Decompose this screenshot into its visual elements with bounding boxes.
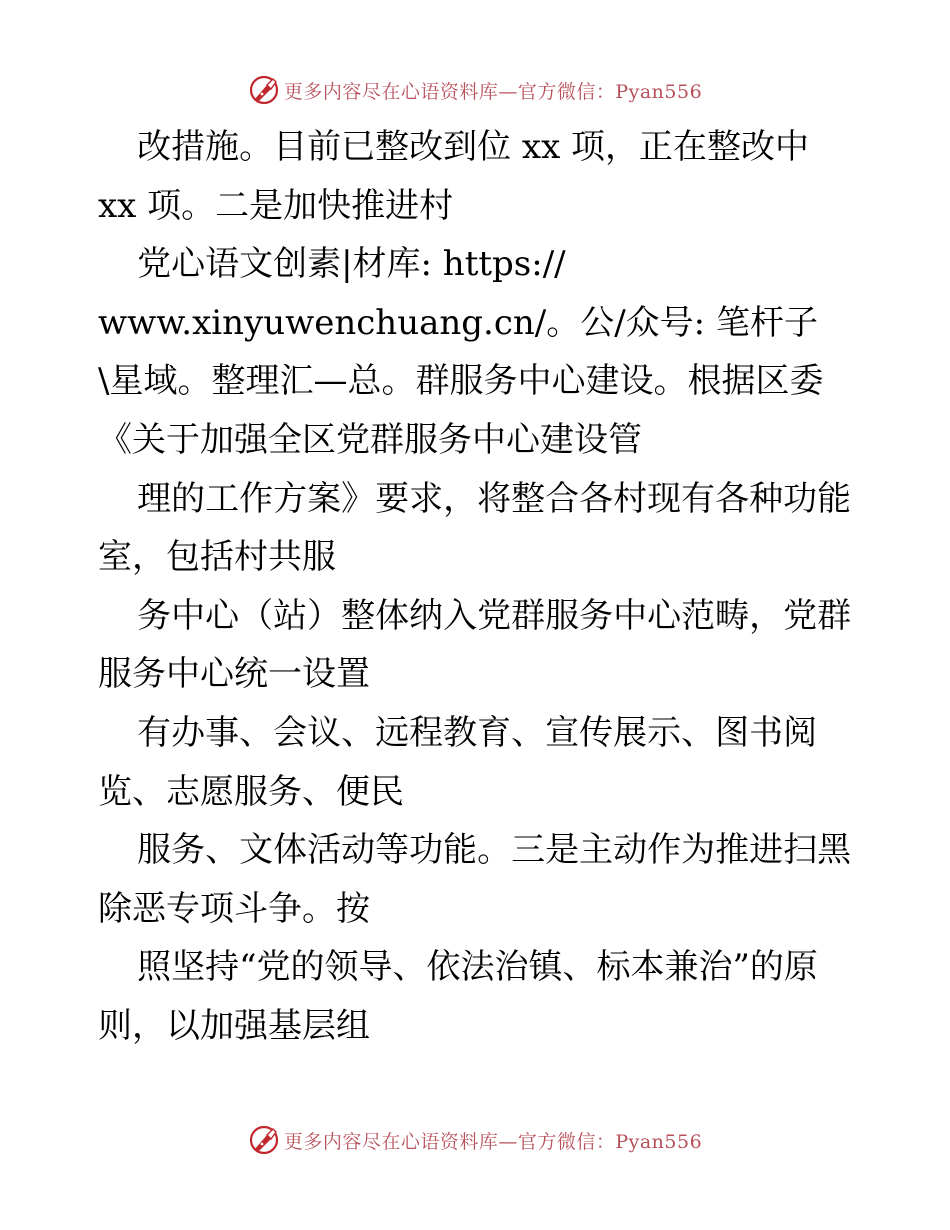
paragraph: 服务、文体活动等功能。三是主动作为推进扫黑除恶专项斗争。按 <box>98 830 852 929</box>
document-body <box>98 118 858 1056</box>
paragraph: 务中心（站）整体纳入党群服务中心范畴，党群服务中心统一设置 <box>98 595 852 695</box>
pen-nib-circle-icon <box>248 1124 280 1156</box>
footer-banner-text: 更多内容尽在心语资料库—官方微信：Pyan556 <box>283 1130 703 1153</box>
paragraph: 理的工作方案》要求，将整合各村现有各种功能室，包括村共服 <box>98 478 852 578</box>
paragraph: 有办事、会议、远程教育、宣传展示、图书阅览、志愿服务、便民 <box>98 712 818 812</box>
paragraph: 党心语文创素|材库: https:// www.xinyuwenchuang.cn/。公/众号: 笔杆子\星域。整理汇—总。群服务中心建设。根据区委《关于加强全区党群服务中心建设管 <box>98 244 824 460</box>
footer-banner <box>0 1120 950 1160</box>
header-banner <box>0 70 950 110</box>
paragraph: 改措施。目前已整改到位 xx 项，正在整改中 xx 项。二是加快推进村 <box>98 127 810 226</box>
header-banner-text: 更多内容尽在心语资料库—官方微信：Pyan556 <box>283 80 703 103</box>
paragraph: 照坚持“党的领导、依法治镇、标本兼治”的原则，以加强基层组 <box>98 947 818 1046</box>
pen-nib-circle-icon <box>248 74 280 106</box>
